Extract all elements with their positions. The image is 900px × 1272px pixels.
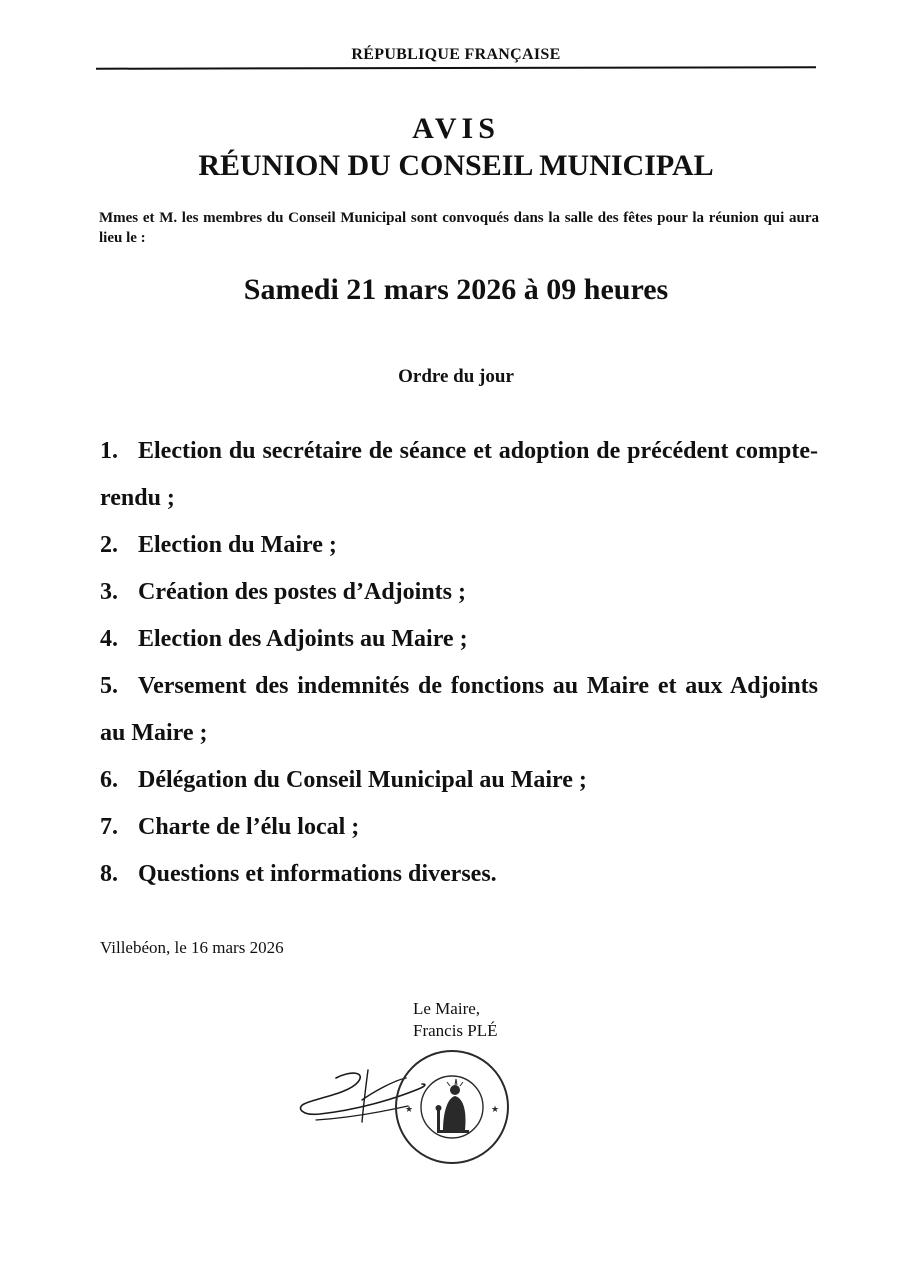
place-and-date: Villebéon, le 16 mars 2026: [100, 938, 284, 957]
agenda-item-text: Election du Maire ;: [138, 532, 337, 558]
agenda-item-number: 5.: [100, 673, 118, 699]
agenda-list: [100, 428, 818, 898]
agenda-item-text: Création des postes d’Adjoints ;: [138, 579, 467, 605]
agenda-item-text: Versement des indemnités de fonctions au Maire et aux Adjoints au Maire ;: [100, 673, 818, 746]
agenda-item: [100, 616, 818, 663]
signer-name: Francis PLÉ: [413, 1021, 498, 1040]
agenda-item: [100, 851, 818, 898]
agenda-item: [100, 804, 818, 851]
svg-text:★: ★: [405, 1105, 414, 1115]
notice-subtitle: RÉUNION DU CONSEIL MUNICIPAL: [198, 149, 714, 182]
agenda-item-number: 2.: [100, 532, 118, 558]
republic-header: RÉPUBLIQUE FRANÇAISE: [351, 46, 561, 63]
agenda-item: [100, 663, 818, 757]
agenda-item-number: 6.: [100, 767, 118, 793]
agenda-item-text: Election du secrétaire de séance et adoption de précédent compte-rendu ;: [100, 438, 818, 511]
meeting-date: Samedi 21 mars 2026 à 09 heures: [243, 273, 669, 306]
marianne-figure-icon: [436, 1079, 470, 1133]
agenda-item-number: 8.: [100, 861, 118, 887]
agenda-item-text: Charte de l’élu local ;: [138, 814, 360, 840]
notice-title: AVIS: [412, 112, 500, 145]
agenda-item: [100, 522, 818, 569]
signer-role: Le Maire,: [413, 999, 481, 1018]
agenda-item: [100, 569, 818, 616]
agenda-item-number: 4.: [100, 626, 118, 652]
header-rule: [96, 66, 816, 70]
signer-block: [413, 998, 498, 1042]
svg-text:★: ★: [491, 1105, 500, 1115]
agenda-item-text: Questions et informations diverses.: [138, 861, 497, 887]
agenda-item-number: 3.: [100, 579, 118, 605]
agenda-item-number: 7.: [100, 814, 118, 840]
agenda-item-number: 1.: [100, 438, 118, 464]
agenda-item: [100, 428, 818, 522]
notice-intro: Mmes et M. les membres du Conseil Municipal sont convoqués dans la salle des fêtes pour la réunion qui aura lieu le :: [99, 210, 819, 246]
agenda-item-text: Délégation du Conseil Municipal au Maire ;: [138, 767, 587, 793]
town-hall-seal: [393, 1048, 511, 1166]
agenda-heading: Ordre du jour: [398, 366, 514, 387]
agenda-item-text: Election des Adjoints au Maire ;: [138, 626, 468, 652]
agenda-item: [100, 757, 818, 804]
